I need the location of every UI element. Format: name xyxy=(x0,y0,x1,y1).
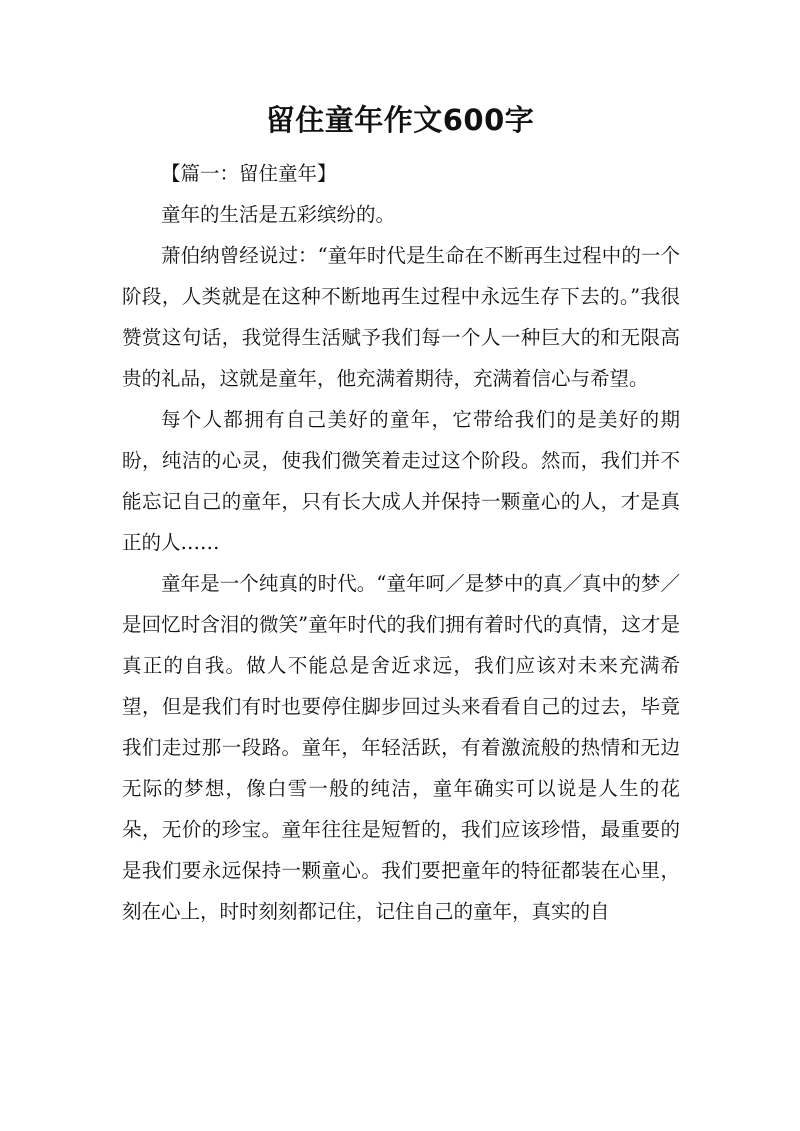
paragraph-1: 童年的生活是五彩缤纷的。 xyxy=(161,203,396,226)
paragraph-3: 每个人都拥有自己美好的童年，它带给我们的是美好的期盼，纯洁的心灵，使我们微笑着走过这个阶段。然而，我们并不能忘记自己的童年，只有长大成人并保持一颗童心的人，才是真正的人…… xyxy=(122,408,680,554)
section-heading: 【篇一：留住童年】 xyxy=(161,162,337,185)
document-title: 留住童年作文600字 xyxy=(265,103,535,137)
paragraph-2: 萧伯纳曾经说过：“童年时代是生命在不断再生过程中的一个阶段，人类就是在这种不断地再生过程中永远生存下去的。”我很赞赏这句话，我觉得生活赋予我们每一个人一种巨大的和无限高贵的礼品，这就是童年，他充满着期待，充满着信心与希望。 xyxy=(122,244,680,390)
document-body xyxy=(122,153,680,932)
paragraph-4: 童年是一个纯真的时代。“童年呵／是梦中的真／真中的梦／是回忆时含泪的微笑”童年时代的我们拥有着时代的真情，这才是真正的自我。做人不能总是舍近求远，我们应该对未来充满希望，但是我们有时也要停住脚步回过头来看看自己的过去，毕竟我们走过那一段路。童年，年轻活跃，有着激流般的热情和无边无际的梦想，像白雪一般的纯洁，童年确实可以说是人生的花朵，无价的珍宝。童年往往是短暂的，我们应该珍惜，最重要的是我们要永远保持一颗童心。我们要把童年的特征都装在心里，刻在心上，时时刻刻都记住，记住自己的童年，真实的自 xyxy=(122,572,680,923)
